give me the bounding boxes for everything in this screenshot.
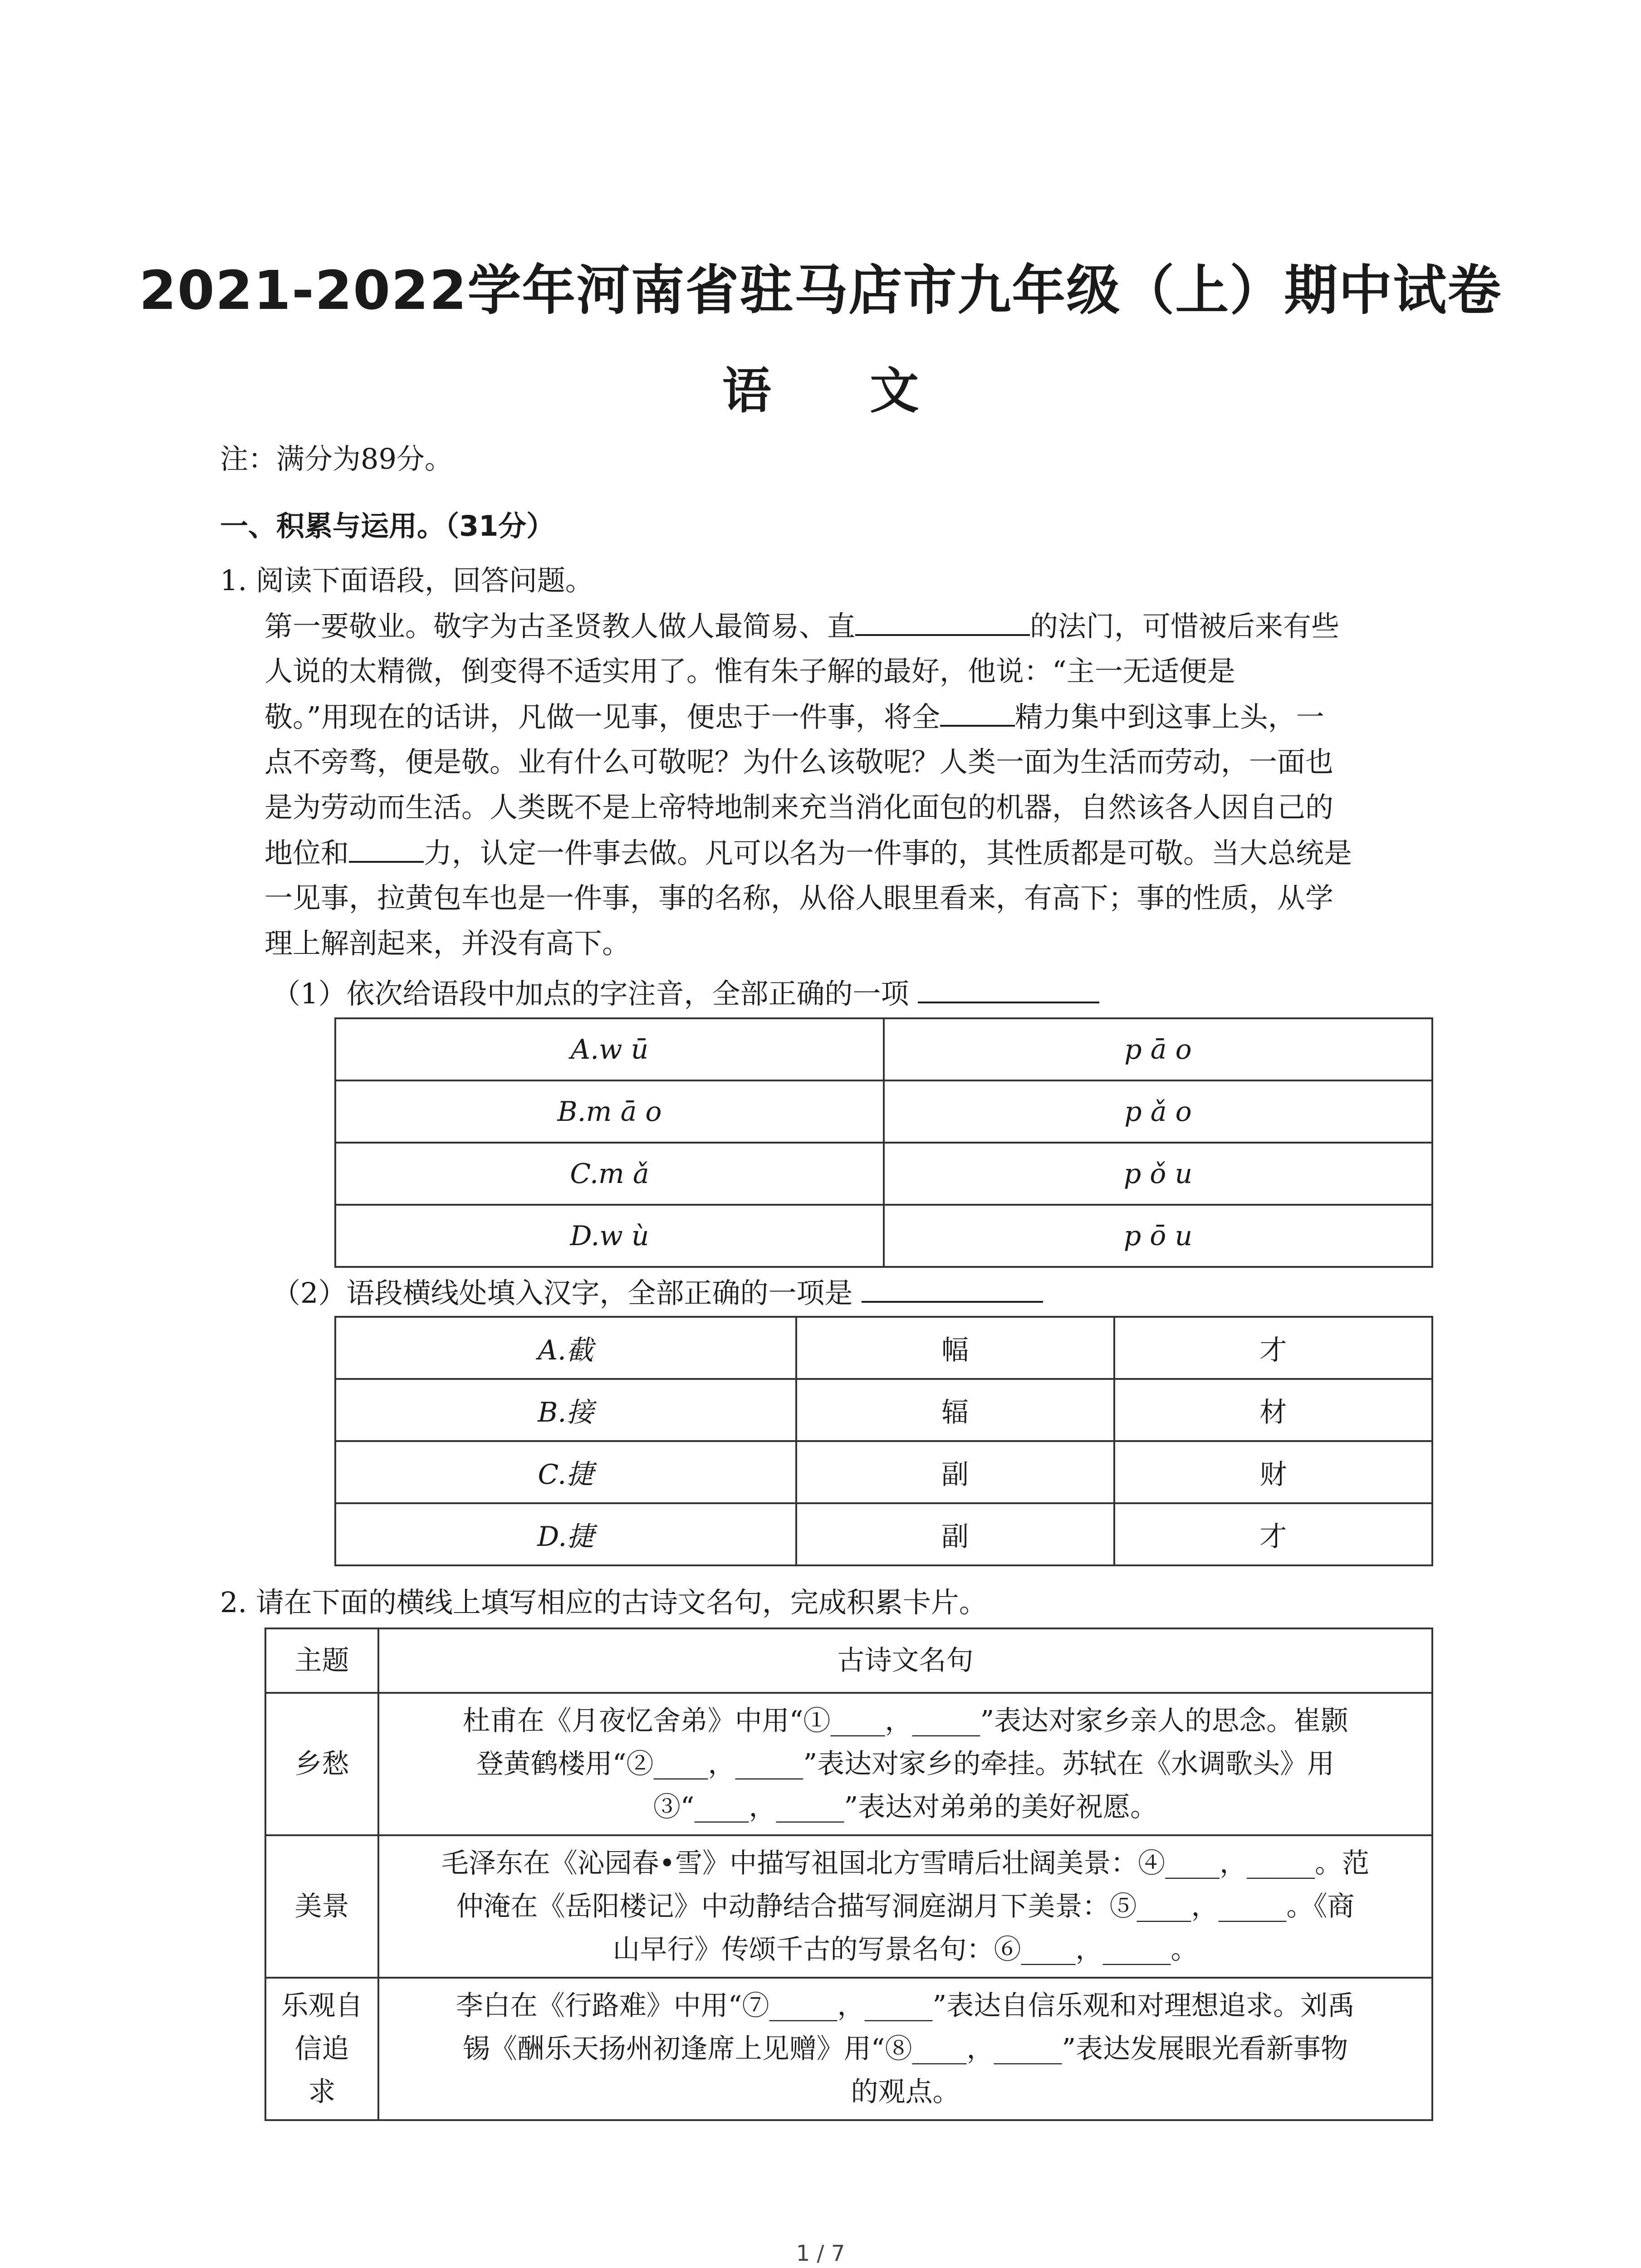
table-row: [335, 1018, 1432, 1080]
passage-line: [265, 694, 1324, 740]
card-line: 毛泽东在《沁园春•雪》中描写祖国北方雪晴后壮阔美景：④____，_____。范: [441, 1847, 1370, 1879]
passage-text: 力，认定一件事去做。凡可以名为一件事的，其性质都是可敬。当大总统是: [424, 836, 1352, 870]
card-line: 的观点。: [851, 2076, 960, 2108]
content-cell: [378, 1693, 1432, 1835]
table-row: [265, 1835, 1432, 1978]
passage-text: 第一要敬业。敬字为古圣贤教人做人最简易、直: [265, 610, 856, 643]
option-cell: 财: [1114, 1441, 1432, 1503]
option-letter: D.捷: [537, 1520, 594, 1553]
theme-line: 乐观自: [281, 1989, 363, 2022]
table-row: [335, 1379, 1432, 1441]
table-header-row: [265, 1628, 1432, 1693]
table-row: [335, 1317, 1432, 1379]
sub-question-2-prompt: （2）语段横线处填入汉字，全部正确的一项是: [272, 1276, 853, 1310]
poetry-card-table: [265, 1628, 1433, 2121]
table-row: [335, 1080, 1432, 1143]
table-row: [335, 1205, 1432, 1267]
sub-question-1: [272, 971, 1099, 1017]
passage-line: 人说的太精微，倒变得不适实用了。惟有朱子解的最好，他说：“主一无适便是: [265, 655, 1235, 688]
column-header-theme: 主题: [265, 1628, 378, 1693]
card-line: 杜甫在《月夜忆舍弟》中用“①____，_____”表达对家乡亲人的思念。崔颢: [462, 1705, 1348, 1737]
option-cell: [335, 1441, 796, 1503]
option-cell: 幅: [796, 1317, 1114, 1379]
subject-title: 语 文: [722, 363, 960, 420]
option-cell: 才: [1114, 1503, 1432, 1565]
option-letter: B.接: [538, 1396, 594, 1428]
option-cell: p ǎ o: [884, 1080, 1432, 1143]
passage-line: 理上解剖起来，并没有高下。: [265, 927, 631, 960]
table-row: [265, 1978, 1432, 2120]
card-line: 山早行》传颂千古的写景名句：⑥____，_____。: [612, 1933, 1198, 1965]
option-cell: [335, 1379, 796, 1441]
page-number: 1 / 7: [796, 2241, 845, 2266]
option-cell: [335, 1503, 796, 1565]
option-cell: 辐: [796, 1379, 1114, 1441]
option-cell: 副: [796, 1441, 1114, 1503]
card-line: ③“____，_____”表达对弟弟的美好祝愿。: [653, 1791, 1158, 1823]
section-heading: 一、积累与运用。（31分）: [220, 509, 555, 543]
theme-line: 信追: [294, 2033, 349, 2065]
answer-blank[interactable]: [862, 1270, 1043, 1303]
card-line: 锡《酬乐天扬州初逢席上见赠》用“⑧____，_____”表达发展眼光看新事物: [462, 2033, 1348, 2065]
passage-text: 地位和: [265, 836, 349, 870]
card-line: 登黄鹤楼用“②____，_____”表达对家乡的牵挂。苏轼在《水调歌头》用: [476, 1748, 1335, 1780]
option-cell: p ǒ u: [884, 1143, 1432, 1205]
content-cell: [378, 1978, 1432, 2120]
option-cell: 才: [1114, 1317, 1432, 1379]
fill-blank[interactable]: [855, 603, 1030, 636]
passage-line: [265, 830, 1352, 876]
exam-title: 2021-2022学年河南省驻马店市九年级（上）期中试卷: [139, 259, 1502, 322]
option-cell: 材: [1114, 1379, 1432, 1441]
passage-text: 精力集中到这事上头，一: [1014, 700, 1324, 733]
option-letter: A.截: [538, 1334, 593, 1366]
table-row: [335, 1503, 1432, 1565]
option-cell: [335, 1317, 796, 1379]
option-cell: D.w ù: [335, 1205, 884, 1267]
question-2-prompt: 2. 请在下面的横线上填写相应的古诗文名句，完成积累卡片。: [220, 1586, 987, 1619]
table-row: [335, 1143, 1432, 1205]
content-cell: [378, 1835, 1432, 1978]
passage-line: 点不旁骛，便是敬。业有什么可敬呢？为什么该敬呢？人类一面为生活而劳动，一面也: [265, 745, 1334, 778]
character-options-table: [334, 1316, 1433, 1566]
passage-text: 敬。”用现在的话讲，凡做一见事，便忠于一件事，将全: [265, 700, 940, 733]
option-letter: C.捷: [538, 1458, 594, 1491]
passage-line: 是为劳动而生活。人类既不是上帝特地制来充当消化面包的机器，自然该各人因自己的: [265, 791, 1334, 824]
sub-question-2: [272, 1270, 1043, 1316]
passage-text: 的法门，可惜被后来有些: [1030, 610, 1340, 643]
option-cell: B.m ā o: [335, 1080, 884, 1143]
option-cell: C.m ǎ: [335, 1143, 884, 1205]
sub-question-1-prompt: （1）依次给语段中加点的字注音，全部正确的一项: [272, 977, 909, 1010]
pinyin-options-table: [334, 1017, 1433, 1268]
theme-cell: [265, 1978, 378, 2120]
theme-line: 求: [308, 2076, 336, 2108]
card-line: 仲淹在《岳阳楼记》中动静结合描写洞庭湖月下美景：⑤____，_____。《商: [456, 1890, 1355, 1922]
option-cell: A.w ū: [335, 1018, 884, 1080]
answer-blank[interactable]: [918, 971, 1099, 1003]
fill-blank[interactable]: [940, 694, 1015, 727]
score-note: 注：满分为89分。: [220, 442, 453, 475]
fill-blank[interactable]: [349, 830, 424, 863]
table-row: [335, 1441, 1432, 1503]
passage-line: 一见事，拉黄包车也是一件事，事的名称，从俗人眼里看来，有高下；事的性质，从学: [265, 881, 1334, 914]
option-cell: p ā o: [884, 1018, 1432, 1080]
question-1-prompt: 1. 阅读下面语段，回答问题。: [220, 564, 593, 597]
option-cell: p ō u: [884, 1205, 1432, 1267]
option-cell: 副: [796, 1503, 1114, 1565]
passage-line: [265, 603, 1339, 649]
theme-cell: 美景: [265, 1835, 378, 1978]
card-line: 李白在《行路难》中用“⑦_____，_____”表达自信乐观和对理想追求。刘禹: [456, 1989, 1355, 2022]
theme-cell: 乡愁: [265, 1693, 378, 1835]
table-row: [265, 1693, 1432, 1835]
column-header-lines: 古诗文名句: [378, 1628, 1432, 1693]
